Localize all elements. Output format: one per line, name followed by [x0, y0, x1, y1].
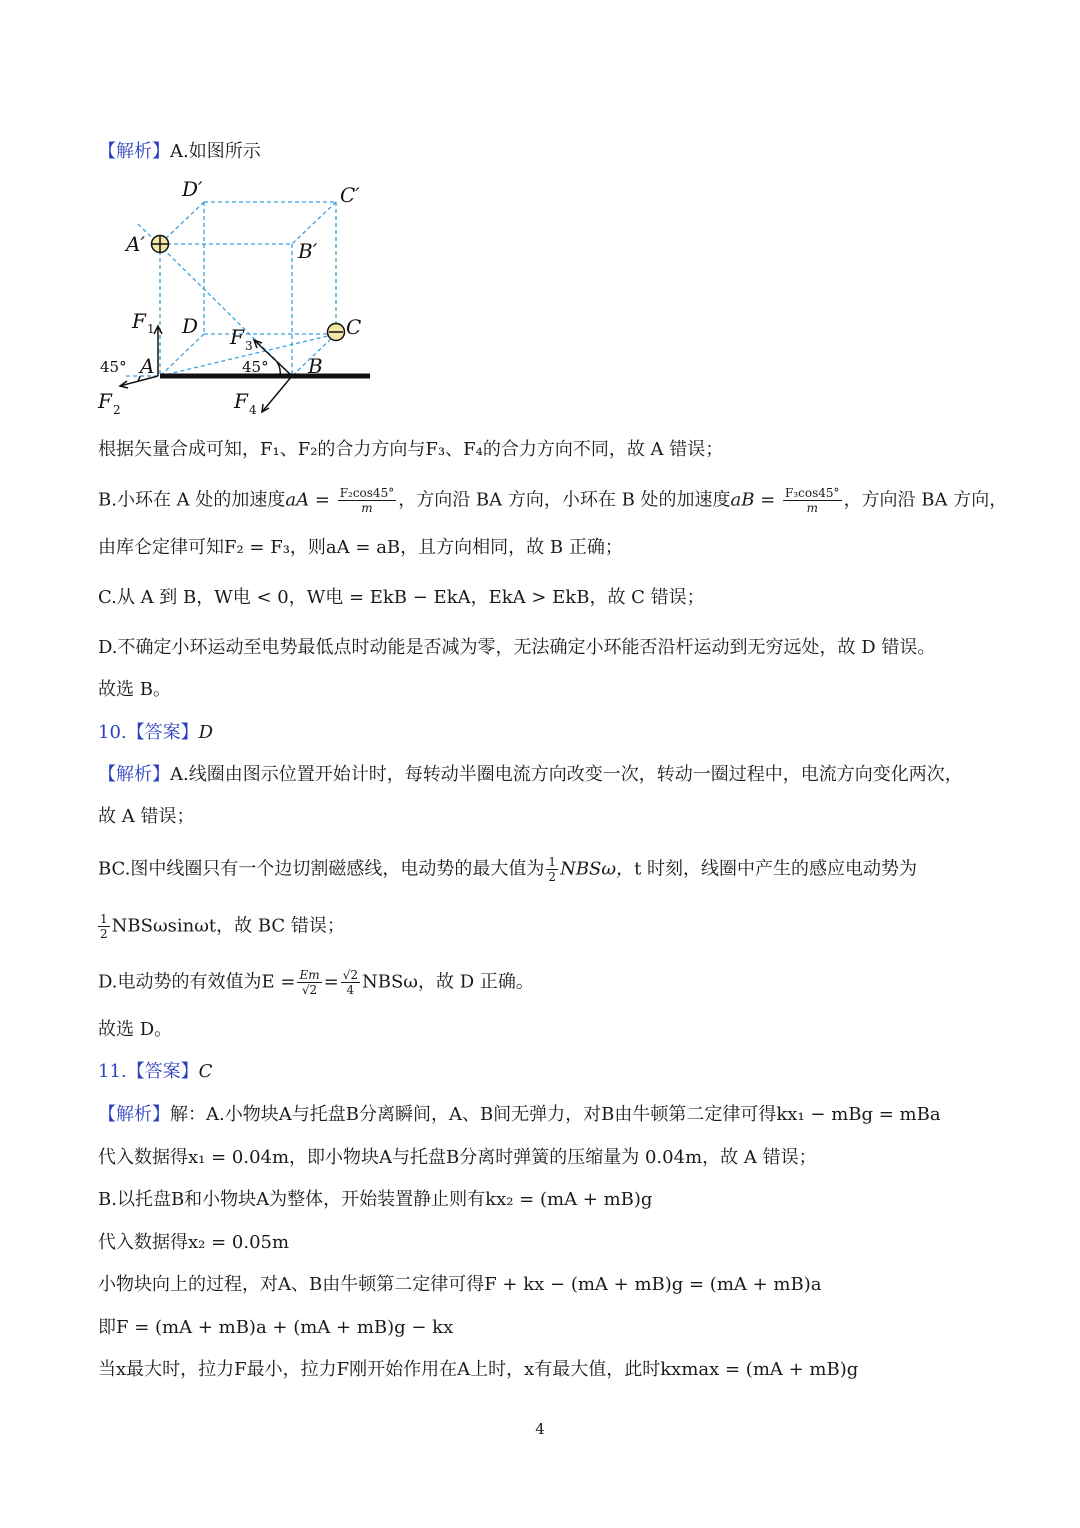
label-b-prime: B′	[298, 239, 318, 263]
q9-aB: aB =	[730, 489, 776, 511]
q9-analysis-tag: 【解析】	[98, 141, 170, 162]
fraction-root2-num: √2	[342, 968, 358, 982]
cube-force-diagram	[96, 176, 386, 421]
q10-line-d-post: NBSω，故 D 正确。	[361, 971, 534, 993]
q10-line-d-pre: D.电动势的有效值为E =	[98, 971, 296, 993]
label-f2: F	[98, 389, 112, 413]
q11-line-4: 代入数据得x₂ = 0.05m	[98, 1232, 290, 1253]
q10-conclusion: 故选 D。	[98, 1019, 173, 1040]
q11-line-6: 即F = (mA + mB)a + (mA + mB)g − kx	[98, 1317, 454, 1338]
fraction-f3-num: F₃cos45°	[785, 486, 840, 500]
q10-line-a1-text: A.线圈由图示位置开始计时，每转动半圈电流方向改变一次，转动一圈过程中，电流方向变化两次，	[170, 764, 963, 785]
q11-line-2: 代入数据得x₁ = 0.04m，即小物块A与托盘B分离时弹簧的压缩量为 0.04m，故 A 错误；	[98, 1147, 817, 1168]
q11-line-1-text: 解：A.小物块A与托盘B分离瞬间，A、B间无弹力，对B由牛顿第二定律可得kx₁ − mBg = mBa	[170, 1104, 941, 1125]
q9-aA: aA =	[285, 489, 330, 511]
q10-line-a1	[98, 763, 963, 787]
label-f1-sub: 1	[147, 322, 155, 336]
fraction-em	[297, 968, 321, 997]
q11-line-3: B.以托盘B和小物块A为整体，开始装置静止则有kx₂ = (mA + mB)g	[98, 1189, 653, 1210]
angle-a-label: 45°	[100, 358, 127, 376]
q10-line-bc1-mid: NBSω，	[560, 858, 635, 880]
q11-answer: C	[198, 1061, 213, 1082]
label-d-prime: D′	[182, 177, 203, 201]
fraction-half-num: 1	[548, 855, 557, 869]
charge-a-prime	[152, 236, 169, 253]
q10-line-bc2-post: NBSωsinωt，故 BC 错误；	[111, 915, 345, 937]
q9-line-b2: 由库仑定律可知F₂ = F₃，则aA = aB，且方向相同，故 B 正确；	[98, 537, 623, 558]
angle-b-label: 45°	[242, 358, 269, 376]
fraction-f3-den: m	[806, 501, 818, 515]
label-f3: F	[230, 325, 244, 349]
charge-c	[328, 324, 345, 341]
label-c-prime: C′	[340, 183, 360, 207]
q9-intro: A.如图所示	[170, 141, 261, 162]
fraction-half	[546, 855, 558, 884]
label-f4-sub: 4	[249, 403, 257, 417]
q10-equals: =	[323, 971, 339, 993]
label-a: A	[140, 354, 155, 378]
q11-answer-label: 11.【答案】	[98, 1061, 199, 1082]
fraction-root2-den: 4	[346, 983, 355, 997]
label-f2-sub: 2	[113, 403, 121, 417]
q9-line-b1	[98, 486, 1007, 515]
q9-line-a: 根据矢量合成可知，F₁、F₂的合力方向与F₃、F₄的合力方向不同，故 A 错误；	[98, 439, 724, 460]
label-f3-sub: 3	[245, 339, 253, 353]
q9-line-c: C.从 A 到 B，W电 < 0，W电 = EkB − EkA，EkA > EkB，故 C 错误；	[98, 587, 705, 608]
fraction-em-num: Em	[299, 968, 320, 982]
q11-line-1	[98, 1103, 941, 1127]
fraction-f2-den: m	[361, 501, 373, 515]
q9-conclusion: 故选 B。	[98, 679, 171, 700]
q9-line-b1-mid: ，方向沿 BA 方向，小环在 B 处的加速度	[398, 489, 731, 511]
q10-answer-label: 10.【答案】	[98, 722, 199, 743]
q10-answer: D	[198, 722, 214, 743]
q10-line-d	[98, 968, 534, 997]
label-a-prime: A′	[126, 232, 145, 256]
q10-line-a2: 故 A 错误；	[98, 806, 195, 827]
q10-line-bc1-pre: BC.图中线圈只有一个边切割磁感线，电动势的最大值为	[98, 858, 545, 880]
q11-line-7: 当x最大时，拉力F最小，拉力F刚开始作用在A上时，x有最大值，此时kxmax = (mA + mB)g	[98, 1359, 859, 1380]
fraction-f2	[338, 486, 397, 515]
q9-line-b1-pre: B.小环在 A 处的加速度	[98, 489, 286, 511]
q10-answer-line	[98, 721, 213, 745]
fraction-em-den: √2	[301, 983, 318, 997]
label-b: B	[308, 354, 323, 378]
q11-line-5: 小物块向上的过程，对A、B由牛顿第二定律可得F + kx − (mA + mB)g = (mA + mB)a	[98, 1274, 822, 1295]
page-number: 4	[535, 1420, 545, 1438]
q9-line-b1-post: ，方向沿 BA 方向，	[843, 489, 1008, 511]
fraction-half-den: 2	[548, 870, 557, 884]
fraction-half-2-num: 1	[100, 912, 108, 926]
fraction-half-2	[98, 912, 110, 941]
q11-analysis-tag: 【解析】	[98, 1104, 170, 1125]
label-f1: F	[132, 309, 146, 333]
q9-intro-line	[98, 140, 261, 164]
q10-line-bc2	[96, 912, 345, 941]
q10-line-bc1	[98, 855, 917, 884]
label-c: C	[346, 315, 362, 339]
q10-line-bc1-post: t 时刻，线圈中产生的感应电动势为	[634, 858, 918, 880]
q9-line-d: D.不确定小环运动至电势最低点时动能是否减为零，无法确定小环能否沿杆运动到无穷远处，故 D 错误。	[98, 637, 936, 658]
label-f4: F	[234, 389, 248, 413]
fraction-f2-num: F₂cos45°	[339, 486, 395, 500]
q10-analysis-tag: 【解析】	[98, 764, 170, 785]
fraction-f3	[783, 486, 842, 515]
q11-answer-line	[98, 1060, 212, 1084]
fraction-half-2-den: 2	[100, 927, 108, 941]
label-d: D	[182, 314, 199, 338]
fraction-root2	[341, 968, 360, 997]
